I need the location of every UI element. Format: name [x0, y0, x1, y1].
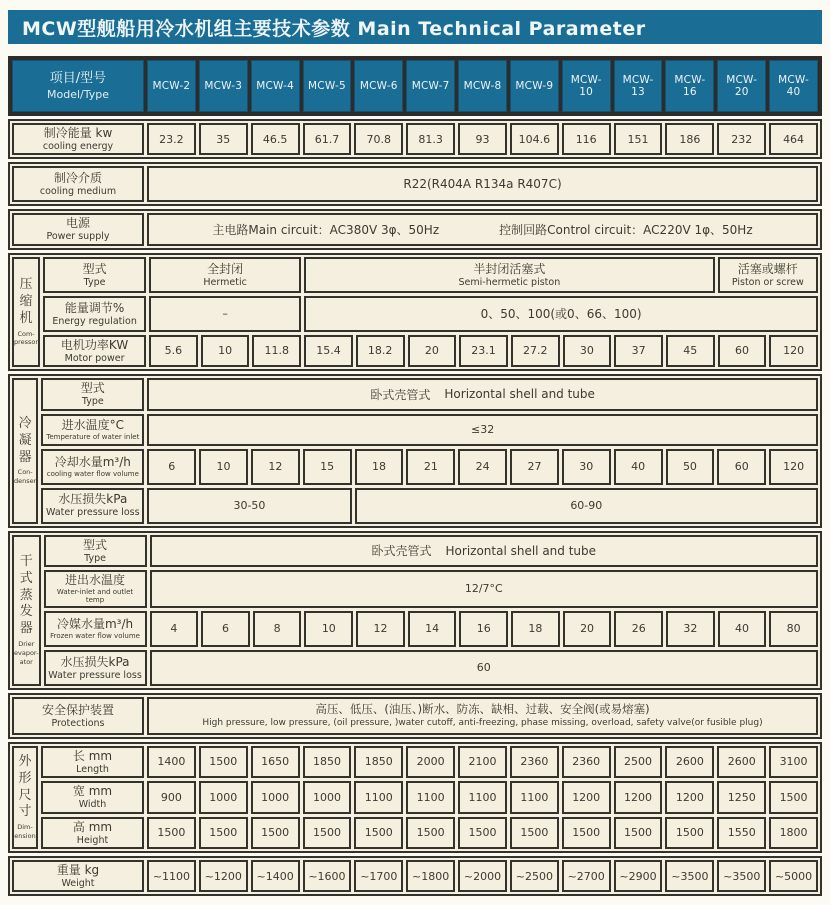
row-label-en: Motor power	[64, 352, 125, 364]
length-value-cell: 2360	[510, 746, 559, 778]
height-value-cell: 1500	[303, 817, 352, 849]
header-label-en: Model/Type	[47, 87, 109, 101]
cooling-energy-value-cell: 232	[717, 123, 766, 155]
model-header-cell: MCW-13	[614, 60, 663, 112]
inlet-temp-row	[41, 414, 818, 446]
protections-band	[8, 693, 822, 739]
cooling-water-value-cell: 21	[406, 449, 455, 485]
protections-label	[12, 697, 144, 735]
row-label-zh: 冷媒水量m³/h	[56, 617, 134, 632]
frozen-water-value-cell: 4	[150, 611, 199, 647]
condenser-type-row	[41, 378, 818, 410]
width-value-cell: 1100	[510, 781, 559, 813]
group-label-zh: 外形尺寸	[18, 753, 32, 820]
motor-power-value-cell: 11.8	[252, 335, 301, 367]
compressor-type-hermetic	[149, 257, 301, 293]
page-title: MCW型舰船用冷水机组主要技术参数 Main Technical Parameter	[8, 10, 822, 44]
height-value-cell: 1500	[354, 817, 403, 849]
length-row	[41, 746, 818, 778]
model-header-cell: MCW-2	[147, 60, 196, 112]
cooling-energy-value-cell: 61.7	[303, 123, 352, 155]
motor-power-value-cell: 10	[201, 335, 250, 367]
energy-regulation-dash: –	[149, 296, 301, 332]
cooling-medium-label	[12, 166, 144, 202]
group-label-en: Dim- ension	[14, 823, 36, 841]
width-value-cell: 1100	[406, 781, 455, 813]
cooling-medium-band	[8, 162, 822, 206]
group-label-zh: 干式蒸发器	[19, 553, 33, 637]
length-value-cell: 2360	[562, 746, 611, 778]
width-label	[41, 781, 144, 813]
width-value-cell: 1250	[717, 781, 766, 813]
length-value-cell: 1850	[354, 746, 403, 778]
row-label-zh: 水压损失kPa	[60, 654, 130, 669]
row-label-zh: 高 mm	[72, 819, 113, 834]
row-label-zh: 电机功率KW	[60, 337, 129, 352]
main-circuit-spec: 主电路Main circuit：AC380V 3φ、50Hz	[212, 223, 440, 238]
weight-value-cell: ~2700	[562, 860, 611, 892]
inlet-temp-value: ≤32	[147, 414, 818, 446]
model-header-cell: MCW-10	[562, 60, 611, 112]
row-label-en: Temperature of water inlet	[46, 432, 140, 441]
motor-power-row	[43, 335, 818, 367]
width-value-cell: 1200	[614, 781, 663, 813]
height-label	[41, 817, 144, 849]
motor-power-value-cell: 60	[718, 335, 767, 367]
length-value-cell: 2100	[458, 746, 507, 778]
model-header-cell: MCW-9	[510, 60, 559, 112]
frozen-water-row	[44, 611, 818, 647]
condenser-type-label	[41, 378, 144, 410]
weight-value-cell: ~2500	[510, 860, 559, 892]
width-value-cell: 1100	[458, 781, 507, 813]
cooling-energy-value-cell: 93	[458, 123, 507, 155]
row-label-en: Protections	[51, 717, 105, 729]
row-label-zh: 电源	[65, 216, 90, 231]
cooling-energy-row	[12, 123, 818, 155]
inout-temp-value: 12/7°C	[150, 570, 818, 608]
compressor-type-label	[43, 257, 146, 293]
weight-band	[8, 856, 822, 896]
weight-value-cell: ~3500	[717, 860, 766, 892]
row-label-zh: 宽 mm	[72, 784, 113, 799]
length-value-cell: 2500	[614, 746, 663, 778]
weight-value-cell: ~1700	[354, 860, 403, 892]
type-en: Semi-hermetic piston	[458, 276, 561, 288]
weight-value-cell: ~3500	[665, 860, 714, 892]
evaporator-pressure-loss-value: 60	[150, 650, 818, 686]
row-label-en: Water pressure loss	[48, 669, 142, 681]
row-label-en: Type	[84, 552, 106, 564]
width-row	[41, 781, 818, 813]
type-zh: 半封闭活塞式	[473, 261, 546, 276]
row-label-en: Type	[81, 396, 104, 408]
condenser-type-value	[147, 378, 818, 410]
type-value-zh: 卧式壳管式	[370, 387, 431, 402]
cooling-energy-band	[8, 119, 822, 159]
height-value-cell: 1500	[147, 817, 196, 849]
frozen-water-value-cell: 10	[304, 611, 353, 647]
frozen-water-value-cell: 6	[201, 611, 250, 647]
model-header-cell: MCW-16	[665, 60, 714, 112]
cooling-energy-value-cell: 464	[769, 123, 818, 155]
evaporator-pressure-loss-row	[44, 650, 818, 686]
row-label-en: Length	[76, 763, 109, 775]
header-label-cell	[12, 60, 144, 112]
type-value-zh: 卧式壳管式	[371, 544, 432, 559]
motor-power-value-cell: 23.1	[459, 335, 508, 367]
evaporator-group-label	[12, 535, 41, 686]
frozen-water-value-cell: 16	[459, 611, 508, 647]
cooling-water-value-cell: 30	[562, 449, 611, 485]
row-label-en: Frozen water flow volume	[50, 632, 140, 641]
row-label-en: Water-inlet and outlet temp	[56, 587, 134, 605]
weight-label	[12, 860, 144, 892]
height-value-cell: 1500	[406, 817, 455, 849]
motor-power-value-cell: 30	[563, 335, 612, 367]
row-label-zh: 进水温度°C	[61, 417, 124, 432]
group-label-zh: 冷凝器	[18, 415, 32, 465]
cooling-energy-value-cell: 35	[199, 123, 248, 155]
type-zh: 全封闭	[207, 261, 244, 276]
row-label-en: Water pressure loss	[46, 507, 140, 519]
weight-value-cell: ~1100	[147, 860, 196, 892]
frozen-water-value-cell: 40	[718, 611, 767, 647]
motor-power-value-cell: 18.2	[356, 335, 405, 367]
type-zh: 活塞或螺杆	[737, 261, 798, 276]
row-label-zh: 型式	[83, 537, 108, 552]
table-header-row	[12, 60, 818, 112]
height-value-cell: 1550	[717, 817, 766, 849]
compressor-group-label	[12, 257, 40, 367]
cooling-water-value-cell: 24	[458, 449, 507, 485]
row-label-zh: 型式	[80, 381, 105, 396]
inout-temp-label	[44, 570, 147, 608]
width-value-cell: 1000	[251, 781, 300, 813]
width-value-cell: 1200	[562, 781, 611, 813]
model-header-cell: MCW-6	[354, 60, 403, 112]
length-value-cell: 3100	[769, 746, 818, 778]
dimension-section	[8, 742, 822, 853]
motor-power-value-cell: 27.2	[511, 335, 560, 367]
length-value-cell: 2000	[406, 746, 455, 778]
row-label-en: cooling medium	[39, 186, 117, 198]
evaporator-type-label	[44, 535, 147, 567]
type-en: Hermetic	[203, 276, 247, 288]
motor-power-value-cell: 20	[408, 335, 457, 367]
inout-temp-row	[44, 570, 818, 608]
row-label-en: Power supply	[46, 231, 110, 243]
length-value-cell: 1650	[251, 746, 300, 778]
cooling-water-value-cell: 60	[717, 449, 766, 485]
frozen-water-value-cell: 14	[408, 611, 457, 647]
weight-row	[12, 860, 818, 892]
model-header-cell: MCW-7	[406, 60, 455, 112]
row-label-zh: 能量调节%	[64, 300, 125, 315]
row-label-en: cooling energy	[42, 141, 114, 152]
condenser-pressure-loss-label	[41, 488, 144, 524]
row-label-en: cooling water flow volume	[46, 469, 139, 478]
group-label-zh: 压缩机	[19, 276, 33, 326]
compressor-section	[8, 253, 822, 371]
length-value-cell: 1400	[147, 746, 196, 778]
table-header-band	[8, 56, 822, 116]
motor-power-value-cell: 45	[666, 335, 715, 367]
length-value-cell: 1850	[303, 746, 352, 778]
group-label-en: Con- denser	[14, 468, 37, 486]
cooling-energy-value-cell: 186	[665, 123, 714, 155]
condenser-group-label	[12, 378, 38, 523]
width-value-cell: 1100	[354, 781, 403, 813]
evaporator-pressure-loss-label	[44, 650, 147, 686]
weight-value-cell: ~1200	[199, 860, 248, 892]
cooling-energy-value-cell: 116	[562, 123, 611, 155]
model-header-cell: MCW-40	[769, 60, 818, 112]
width-value-cell: 1000	[199, 781, 248, 813]
condenser-pressure-loss-low: 30-50	[147, 488, 351, 524]
row-label-zh: 安全保护装置	[41, 702, 114, 717]
condenser-pressure-loss-high: 60-90	[355, 488, 818, 524]
type-en: Piston or screw	[731, 276, 804, 288]
cooling-medium-value: R22(R404A R134a R407C)	[147, 166, 818, 202]
cooling-water-label	[41, 449, 144, 485]
control-circuit-spec: 控制回路Control circuit：AC220V 1φ、50Hz	[499, 223, 753, 238]
evaporator-type-row	[44, 535, 818, 567]
model-header-cell: MCW-20	[717, 60, 766, 112]
evaporator-type-value	[150, 535, 818, 567]
width-value-cell: 1200	[665, 781, 714, 813]
group-label-en: Drier evapor- ator	[14, 640, 39, 666]
height-value-cell: 1500	[665, 817, 714, 849]
compressor-type-semi-hermetic	[304, 257, 715, 293]
motor-power-value-cell: 120	[769, 335, 818, 367]
protections-value-zh: 高压、低压、(油压、)断水、防冻、缺相、过载、安全阀(或易熔塞)	[315, 702, 650, 717]
power-supply-label	[12, 213, 144, 245]
frozen-water-value-cell: 12	[356, 611, 405, 647]
motor-power-value-cell: 5.6	[149, 335, 198, 367]
cooling-energy-label	[12, 123, 144, 155]
frozen-water-value-cell: 18	[511, 611, 560, 647]
length-value-cell: 1500	[199, 746, 248, 778]
row-label-zh: 制冷介质	[53, 171, 102, 186]
cooling-water-value-cell: 15	[303, 449, 352, 485]
energy-regulation-row	[43, 296, 818, 332]
cooling-water-row	[41, 449, 818, 485]
height-value-cell: 1500	[562, 817, 611, 849]
protections-value	[147, 697, 818, 735]
height-value-cell: 1500	[458, 817, 507, 849]
protections-value-en: High pressure, low pressure, (oil pressure, )water cutoff, anti-freezing, phase missing, overload, safety valve(or fusible plug)	[202, 717, 763, 728]
height-value-cell: 1500	[614, 817, 663, 849]
row-label-en: Height	[76, 834, 109, 846]
cooling-water-value-cell: 40	[614, 449, 663, 485]
frozen-water-label	[44, 611, 147, 647]
weight-value-cell: ~1800	[406, 860, 455, 892]
cooling-water-value-cell: 6	[147, 449, 196, 485]
row-label-en: Weight	[61, 877, 95, 889]
height-value-cell: 1800	[769, 817, 818, 849]
model-header-cell: MCW-4	[251, 60, 300, 112]
model-header-cell: MCW-3	[199, 60, 248, 112]
row-label-en: Type	[83, 276, 106, 288]
length-label	[41, 746, 144, 778]
cooling-water-value-cell: 120	[769, 449, 818, 485]
motor-power-label	[43, 335, 146, 367]
energy-regulation-value: 0、50、100(或0、66、100)	[304, 296, 818, 332]
weight-value-cell: ~5000	[769, 860, 818, 892]
row-label-zh: 型式	[82, 261, 107, 276]
motor-power-value-cell: 15.4	[304, 335, 353, 367]
width-value-cell: 1000	[303, 781, 352, 813]
condenser-pressure-loss-row	[41, 488, 818, 524]
motor-power-value-cell: 37	[614, 335, 663, 367]
cooling-energy-value-cell: 46.5	[251, 123, 300, 155]
compressor-type-piston-screw	[718, 257, 818, 293]
condenser-section	[8, 374, 822, 527]
header-label-zh: 项目/型号	[49, 71, 107, 87]
frozen-water-value-cell: 80	[769, 611, 818, 647]
inlet-temp-label	[41, 414, 144, 446]
model-header-cell: MCW-5	[303, 60, 352, 112]
cooling-energy-value-cell: 23.2	[147, 123, 196, 155]
height-row	[41, 817, 818, 849]
energy-regulation-label	[43, 296, 146, 332]
row-label-en: Width	[78, 799, 107, 811]
row-label-zh: 进出水温度	[65, 572, 126, 587]
length-value-cell: 2600	[717, 746, 766, 778]
power-supply-value	[147, 213, 818, 245]
compressor-type-row	[43, 257, 818, 293]
cooling-water-value-cell: 50	[666, 449, 715, 485]
weight-value-cell: ~1600	[303, 860, 352, 892]
row-label-zh: 重量 kg	[56, 862, 100, 877]
frozen-water-value-cell: 32	[666, 611, 715, 647]
power-supply-band	[8, 209, 822, 249]
cooling-energy-value-cell: 151	[614, 123, 663, 155]
cooling-energy-value-cell: 104.6	[510, 123, 559, 155]
cooling-water-value-cell: 12	[251, 449, 300, 485]
height-value-cell: 1500	[510, 817, 559, 849]
evaporator-section	[8, 531, 822, 690]
cooling-water-value-cell: 27	[510, 449, 559, 485]
cooling-energy-value-cell: 81.3	[406, 123, 455, 155]
type-value-en: Horizontal shell and tube	[444, 387, 595, 402]
group-label-en: Com- pressor	[14, 329, 39, 347]
type-value-en: Horizontal shell and tube	[445, 543, 597, 558]
width-value-cell: 900	[147, 781, 196, 813]
height-value-cell: 1500	[251, 817, 300, 849]
row-label-zh: 制冷能量 kw	[43, 126, 113, 140]
cooling-water-value-cell: 10	[199, 449, 248, 485]
weight-value-cell: ~2900	[614, 860, 663, 892]
frozen-water-value-cell: 26	[614, 611, 663, 647]
model-header-cell: MCW-8	[458, 60, 507, 112]
weight-value-cell: ~2000	[458, 860, 507, 892]
row-label-en: Energy regulation	[52, 315, 137, 327]
cooling-water-value-cell: 18	[355, 449, 404, 485]
row-label-zh: 水压损失kPa	[58, 492, 128, 507]
width-value-cell: 1500	[769, 781, 818, 813]
cooling-energy-value-cell: 70.8	[354, 123, 403, 155]
height-value-cell: 1500	[199, 817, 248, 849]
dimension-group-label	[12, 746, 38, 849]
frozen-water-value-cell: 20	[563, 611, 612, 647]
frozen-water-value-cell: 8	[253, 611, 302, 647]
row-label-zh: 冷却水量m³/h	[54, 454, 131, 469]
row-label-zh: 长 mm	[72, 748, 113, 763]
weight-value-cell: ~1400	[251, 860, 300, 892]
length-value-cell: 2600	[665, 746, 714, 778]
